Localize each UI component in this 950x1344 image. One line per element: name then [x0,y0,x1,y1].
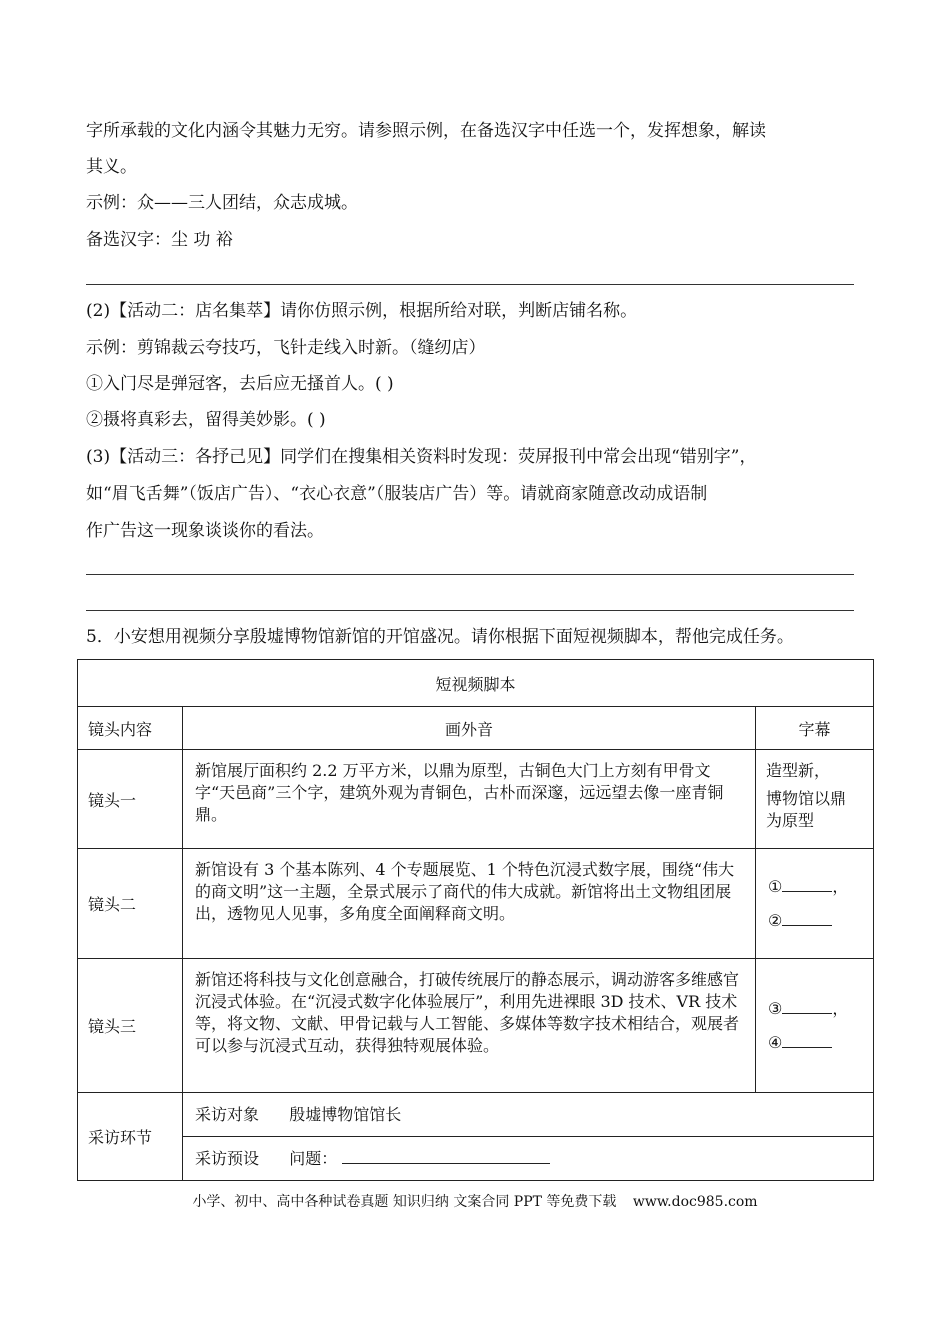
interview-label: 采访环节 [78,1093,183,1181]
interview-question-blank[interactable] [342,1149,550,1164]
shot-1-label: 镜头一 [78,750,183,849]
shot-1-voiceover: 新馆展厅面积约 2.2 万平方米，以鼎为原型，古铜色大门上方刻有甲骨文字“天邑商”三个字，建筑外观为青铜色，古朴而深邃，远远望去像一座青铜鼎。 [183,750,756,849]
shot-2-subtitle [756,849,874,959]
answer-line-1[interactable] [86,284,854,285]
shot-2-blank-a[interactable]: ① ， [768,876,849,896]
shot-3-subtitle [756,959,874,1093]
activity3-line3: 作广告这一现象谈谈你的看法。 [86,521,324,541]
q4-intro-line1: 字所承载的文化内涵令其魅力无穷。请参照示例，在备选汉字中任选一个，发挥想象，解读 [86,121,766,141]
activity2-item1: ①入门尽是弹冠客，去后应无搔首人。( ) [86,374,394,394]
answer-line-3[interactable] [86,610,854,611]
interview-preset-label: 采访预设 [195,1148,260,1168]
header-subtitle: 字幕 [756,707,874,750]
shot-3-label: 镜头三 [78,959,183,1093]
footer-text: 小学、初中、高中各种试卷真题 知识归纳 文案合同 PPT 等免费下载 [192,1194,617,1210]
answer-line-2[interactable] [86,574,854,575]
interview-target-label: 采访对象 [195,1104,260,1124]
shot-3-blank-a[interactable]: ③ ， [768,998,849,1018]
video-script-table [77,659,874,1181]
activity2-item2: ②摄将真彩去，留得美妙影。( ) [86,410,326,430]
shot-3-blank-b[interactable]: ④ [768,1030,873,1056]
interview-preset [183,1137,874,1181]
shot-2-blank-b[interactable]: ② [768,908,873,934]
page-footer [0,1191,950,1211]
interview-target-value: 殷墟博物馆馆长 [289,1104,402,1124]
q5-title: 5．小安想用视频分享殷墟博物馆新馆的开馆盛况。请你根据下面短视频脚本，帮他完成任务。 [86,627,794,647]
q4-candidates: 备选汉字：尘 功 裕 [86,230,233,250]
footer-site[interactable]: www.doc985.com [632,1194,758,1210]
header-voiceover: 画外音 [183,707,756,750]
shot-3-voiceover: 新馆还将科技与文化创意融合，打破传统展厅的静态展示，调动游客多维感官沉浸式体验。在“沉浸式数字化体验展厅”，利用先进裸眼 3D 技术、VR 技术等，将文物、文献、甲骨记载与人工智能、多媒体等数字技术相结合，观展者可以参与沉浸式互动，获得独特观展体验。 [183,959,756,1093]
q4-example: 示例：众——三人团结，众志成城。 [86,193,358,213]
shot-1-subtitle [756,750,874,849]
activity2-example: 示例：剪锦裁云夸技巧，飞针走线入时新。（缝纫店） [86,338,486,358]
shot-1-subtitle-a: 造型新， [766,761,831,780]
shot-1-subtitle-b: 博物馆以鼎为原型 [766,789,847,830]
activity3-line2: 如“眉飞舌舞”（饭店广告）、“衣心衣意”（服装店广告）等。请就商家随意改动成语制 [86,484,708,504]
shot-2-voiceover: 新馆设有 3 个基本陈列、4 个专题展览、1 个特色沉浸式数字展，围绕“伟大的商文明”这一主题，全景式展示了商代的伟大成就。新馆将出土文物组团展出，透物见人见事，多角度全面阐释商文明。 [183,849,756,959]
interview-target [183,1093,874,1137]
activity3-line1: (3)【活动三：各抒己见】同学们在搜集相关资料时发现：荧屏报刊中常会出现“错别字”， [86,447,757,467]
q4-intro-line2: 其义。 [86,157,137,177]
interview-question-label: 问题： [289,1148,338,1168]
header-shot: 镜头内容 [78,707,183,750]
table-caption: 短视频脚本 [78,660,874,707]
shot-2-label: 镜头二 [78,849,183,959]
activity2-title: (2)【活动二：店名集萃】请你仿照示例，根据所给对联，判断店铺名称。 [86,301,638,321]
